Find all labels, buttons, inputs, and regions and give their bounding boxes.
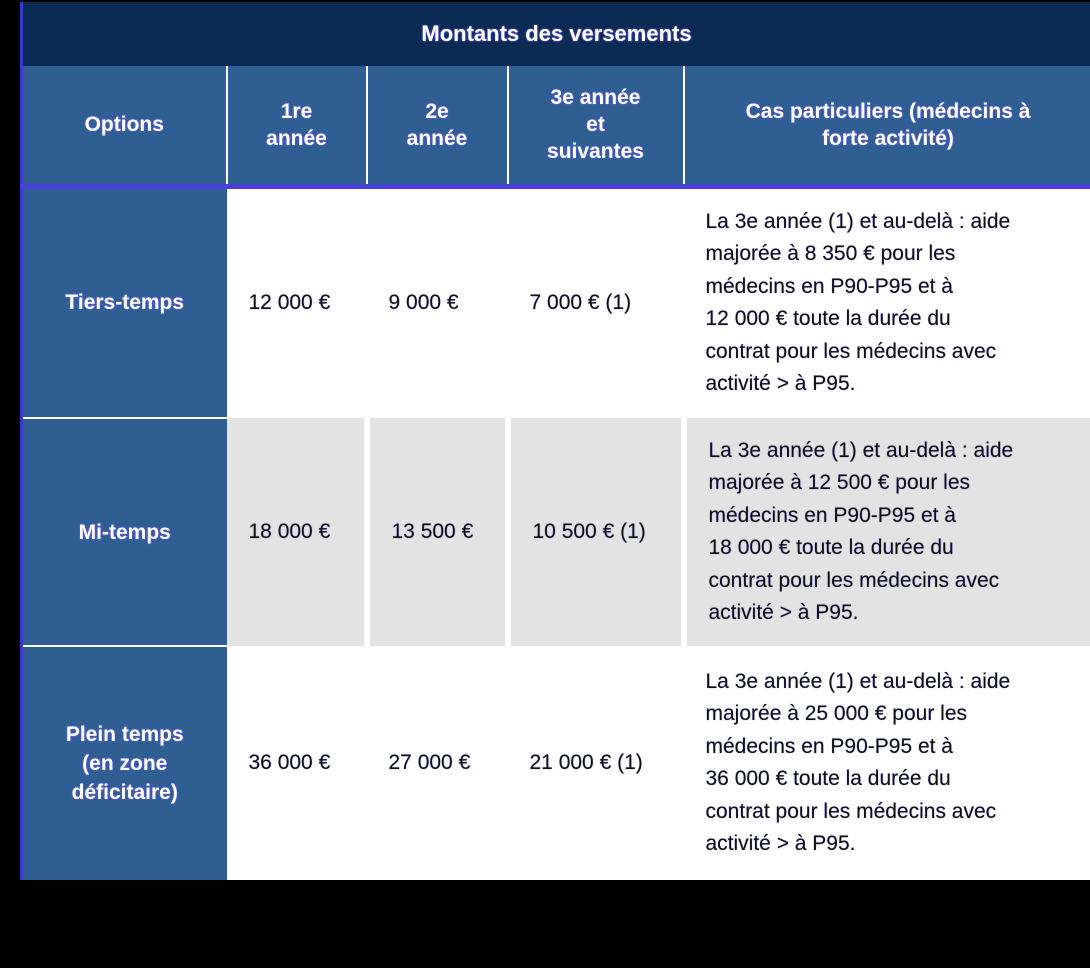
- option-label: Tiers-temps: [22, 186, 227, 418]
- amount-year3: 10 500 € (1): [508, 418, 684, 646]
- special-case-text: La 3e année (1) et au-delà : aide majorée à 8 350 € pour les médecins en P90-P95 et à 12 000 € toute la durée du contrat pour les médecins avec activité > à P95.: [684, 186, 1090, 418]
- amount-year1: 36 000 €: [227, 646, 367, 880]
- option-label: Mi-temps: [22, 418, 227, 646]
- header-options: Options: [22, 66, 227, 186]
- special-case-text: La 3e année (1) et au-delà : aide majorée à 25 000 € pour les médecins en P90-P95 et à 36 000 € toute la durée du contrat pour les médecins avec activité > à P95.: [684, 646, 1090, 880]
- amount-year3: 21 000 € (1): [508, 646, 684, 880]
- amount-year3: 7 000 € (1): [508, 186, 684, 418]
- payments-table: [20, 66, 1090, 880]
- header-year2: 2e année: [367, 66, 508, 186]
- table-title-text: Montants des versements: [421, 21, 692, 46]
- special-case-text: La 3e année (1) et au-delà : aide majorée à 12 500 € pour les médecins en P90-P95 et à 18 000 € toute la durée du contrat pour les médecins avec activité > à P95.: [684, 418, 1090, 646]
- amount-year2: 9 000 €: [367, 186, 508, 418]
- amount-year2: 13 500 €: [367, 418, 508, 646]
- table-row: [22, 418, 1090, 646]
- header-year3: 3e année et suivantes: [508, 66, 684, 186]
- header-row: [22, 66, 1090, 186]
- amount-year1: 12 000 €: [227, 186, 367, 418]
- table-row: [22, 646, 1090, 880]
- table-title: [20, 2, 1090, 66]
- amount-year2: 27 000 €: [367, 646, 508, 880]
- header-special-cases: Cas particuliers (médecins à forte activité): [684, 66, 1090, 186]
- table-row: [22, 186, 1090, 418]
- option-label: Plein temps (en zone déficitaire): [22, 646, 227, 880]
- amount-year1: 18 000 €: [227, 418, 367, 646]
- header-year1: 1re année: [227, 66, 367, 186]
